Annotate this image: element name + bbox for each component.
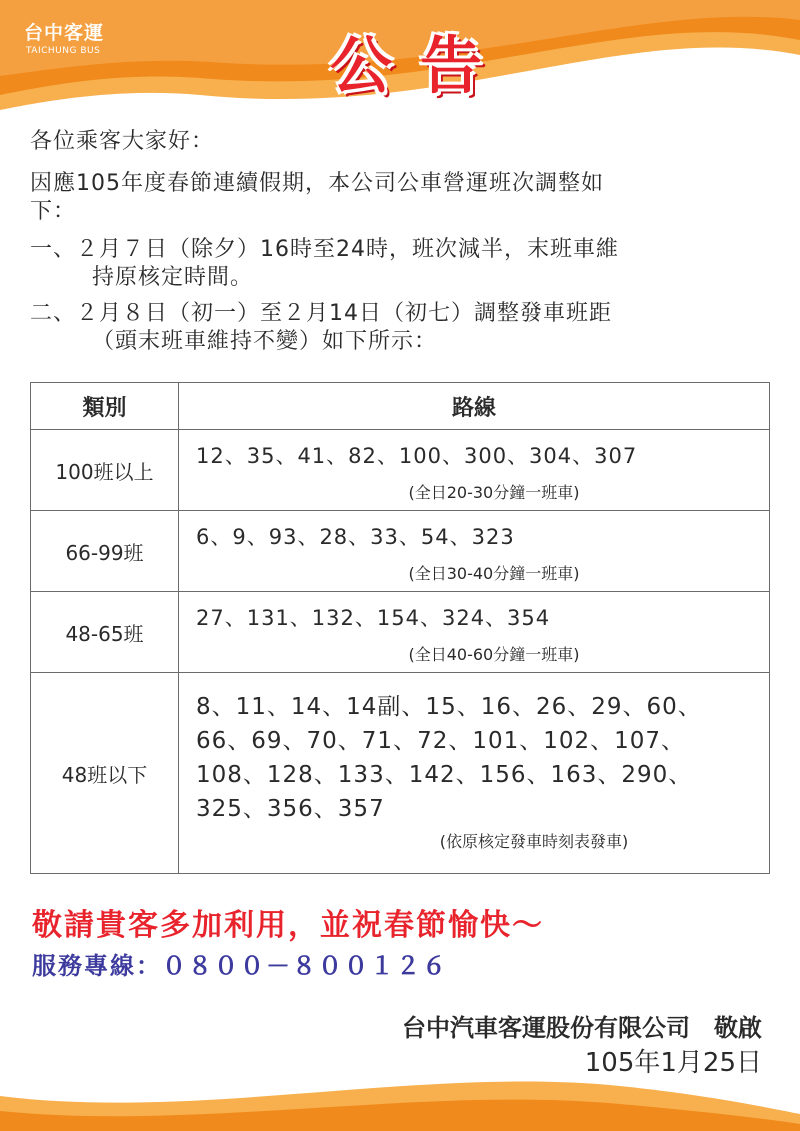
company-logo-english: TAICHUNG BUS: [26, 46, 101, 56]
category-cell: 48-65班: [31, 592, 179, 673]
route-line: 8、11、14、14副、15、16、26、29、60、: [196, 694, 702, 720]
table-row: [31, 673, 770, 874]
service-hotline: 服務專線：０８００－８００１２６: [32, 952, 448, 980]
intro-line: 因應105年度春節連續假期，本公司公車營運班次調整如: [30, 171, 604, 196]
closing-message: 敬請貴客多加利用，並祝春節愉快～: [32, 908, 544, 943]
route-line: 66、69、70、71、72、101、102、107、: [196, 728, 686, 754]
schedule-table: [30, 382, 770, 874]
company-logo: 台中客運: [24, 22, 105, 44]
route-list: [180, 682, 768, 828]
category-cell: 48班以下: [31, 673, 179, 874]
routes-cell: [179, 673, 770, 874]
routes-cell: [179, 430, 770, 511]
frequency-note: (依原核定發車時刻表發車): [439, 832, 629, 851]
frequency-note: (全日20-30分鐘一班車): [408, 483, 580, 502]
route-line: 325、356、357: [196, 796, 385, 822]
table-row: [31, 511, 770, 592]
item-two-continued: （頭末班車維持不變）如下所示：: [92, 329, 438, 354]
header-routes: 路線: [179, 383, 770, 430]
item-two: 二、２月８日（初一）至２月14日（初七）調整發車班距: [30, 301, 612, 326]
greeting: 各位乘客大家好：: [30, 129, 215, 154]
route-line: 108、128、133、142、156、163、290、: [196, 762, 693, 788]
intro-line: 下：: [30, 199, 77, 224]
notice-date: 105年1月25日: [584, 1048, 762, 1078]
header-category: 類別: [31, 383, 179, 430]
company-signature: 台中汽車客運股份有限公司 敬啟: [402, 1014, 762, 1042]
item-one-continued: 持原核定時間。: [92, 265, 254, 290]
table-row: [31, 592, 770, 673]
footer-wave-decoration: [0, 1056, 800, 1131]
frequency-note: (全日40-60分鐘一班車): [408, 645, 580, 664]
table-header-row: [31, 383, 770, 430]
category-cell: 66-99班: [31, 511, 179, 592]
frequency-note: (全日30-40分鐘一班車): [408, 564, 580, 583]
route-list: 27、131、132、154、324、354: [196, 606, 551, 630]
routes-cell: [179, 592, 770, 673]
notice-title: 公告: [330, 29, 511, 102]
table-row: [31, 430, 770, 511]
routes-cell: [179, 511, 770, 592]
route-list: 6、9、93、28、33、54、323: [196, 525, 515, 549]
item-one: 一、２月７日（除夕）16時至24時，班次減半，末班車維: [30, 237, 619, 262]
category-cell: 100班以上: [31, 430, 179, 511]
route-list: 12、35、41、82、100、300、304、307: [196, 444, 638, 468]
